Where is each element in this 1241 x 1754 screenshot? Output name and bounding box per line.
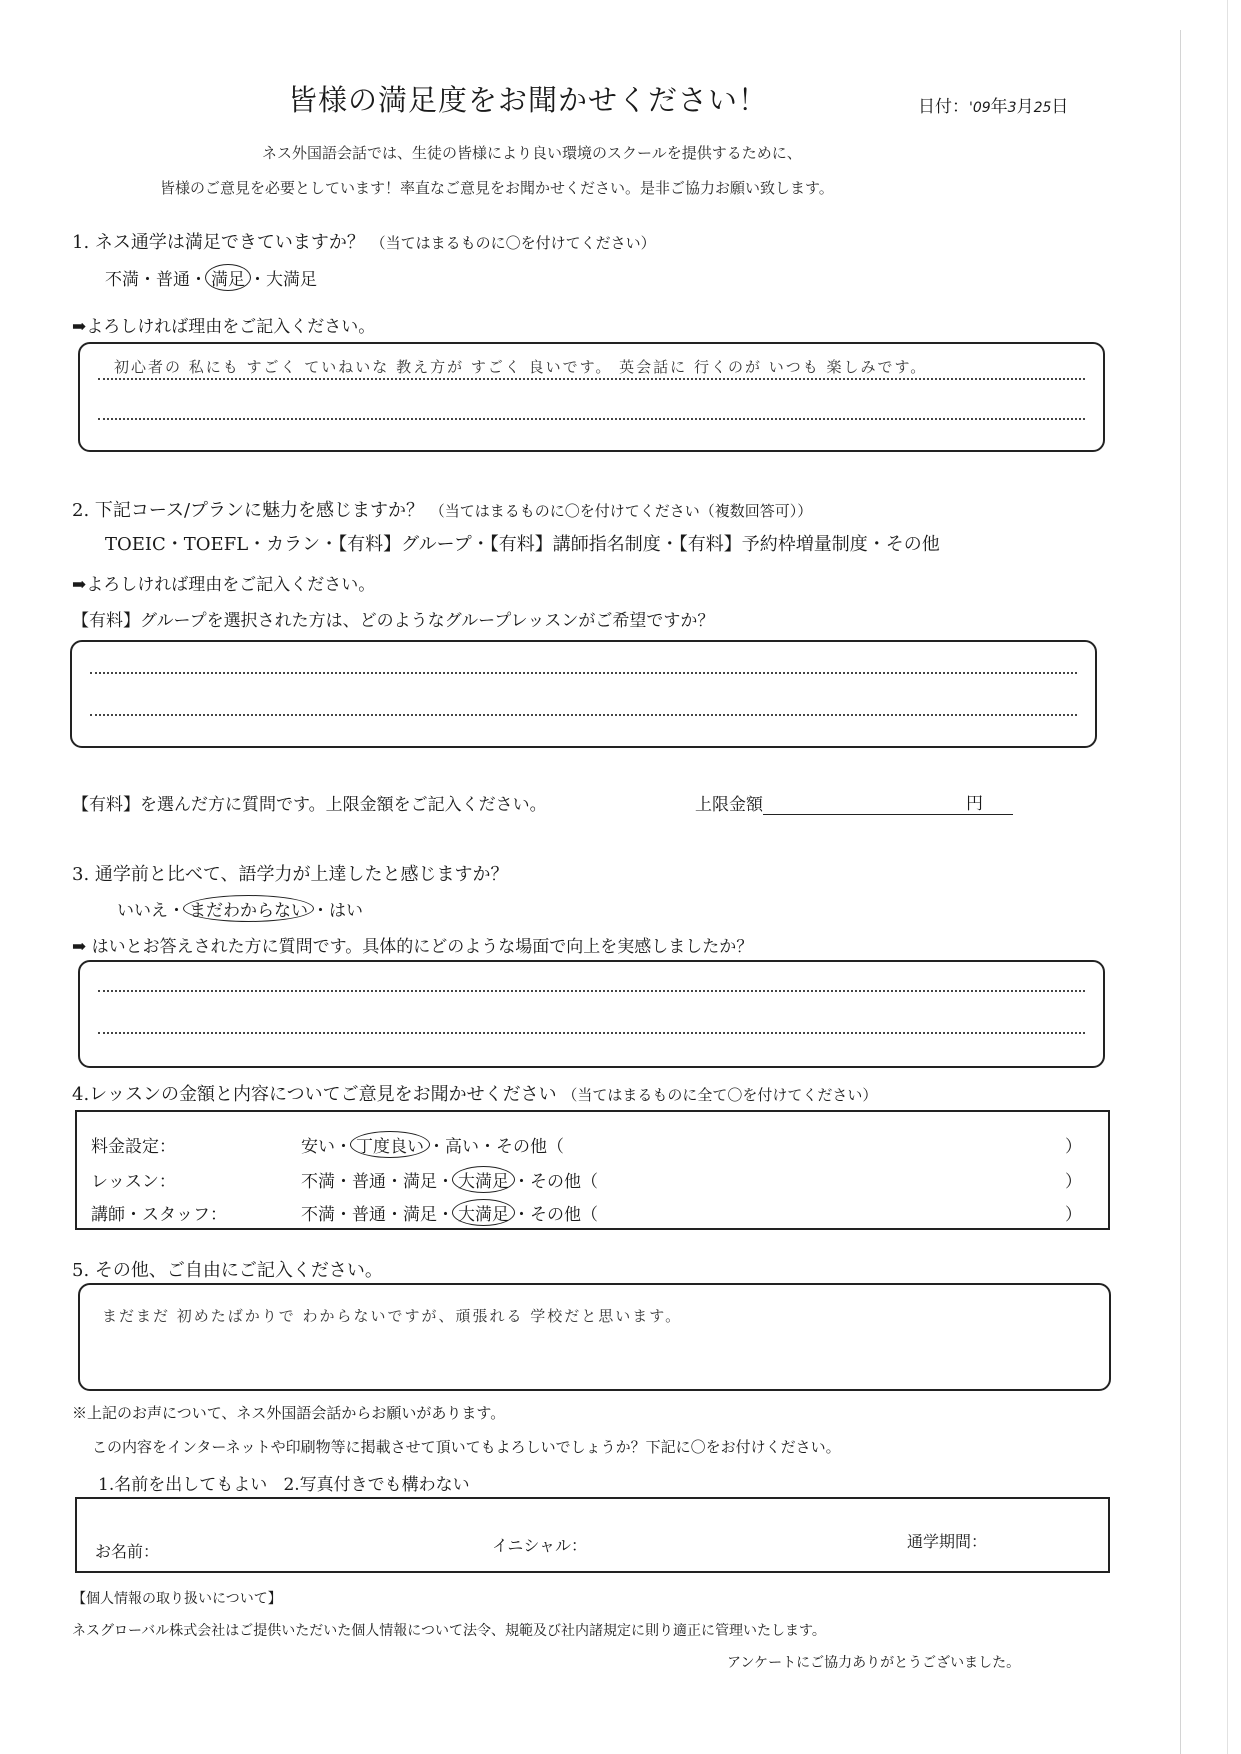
- scan-edge-line: [1180, 30, 1181, 1754]
- rating-option-selected[interactable]: 大満足: [452, 1199, 515, 1226]
- q2-options: TOEIC・TOEFL・カラン・【有料】グループ・【有料】講師指名制度・【有料】予約枠増量制度・その他: [105, 534, 940, 555]
- date-year[interactable]: '09: [969, 100, 991, 116]
- q2-option[interactable]: 【有料】講師指名制度: [489, 534, 661, 555]
- q1-question-text: 1. ネス通学は満足できていますか？: [72, 232, 365, 253]
- q3-option[interactable]: はい: [329, 901, 363, 921]
- q1-reason-prompt: ➡よろしければ理由をご記入ください。: [72, 317, 376, 337]
- q1-option-selected[interactable]: 満足: [205, 264, 251, 291]
- q1-options: [105, 265, 317, 290]
- q1-option[interactable]: 普通: [156, 270, 190, 290]
- date-field: [918, 92, 1068, 117]
- privacy-text: ネスグローバル株式会社はご提供いただいた個人情報について法令、規範及び社内諸規定に則り適正に管理いたします。: [72, 1623, 826, 1639]
- q2-option[interactable]: 【有料】グループ: [338, 534, 472, 555]
- dotted-line: [98, 990, 1085, 992]
- initial-field-label[interactable]: イニシャル：: [492, 1536, 588, 1555]
- date-year-unit: 年: [990, 97, 1008, 117]
- date-month[interactable]: 3: [1007, 100, 1017, 116]
- q3-options: いいえ・ まだわからない ・はい: [117, 896, 363, 921]
- q1-handwritten-answer: 初心者の 私にも すごく ていねいな 教え方が すごく 良いです。 英会話に 行くのが いつも 楽しみです。: [114, 358, 928, 376]
- budget-label: 上限金額: [695, 795, 763, 815]
- q2-question: [72, 496, 812, 522]
- q2-option[interactable]: TOEIC: [105, 534, 166, 555]
- consent-notice: ※上記のお声について、ネス外国語会話からお願いがあります。: [72, 1404, 506, 1422]
- consent-question: この内容をインターネットや印刷物等に掲載させて頂いてもよろしいでしょうか？下記に〇をお付けください。: [92, 1438, 841, 1456]
- rating-option[interactable]: その他（: [530, 1172, 598, 1192]
- rating-option[interactable]: 安い: [301, 1137, 335, 1157]
- q2-note: （当てはまるものに〇を付けてください（複数回答可））: [429, 502, 813, 520]
- q2-option[interactable]: 【有料】予約枠増量制度: [678, 534, 868, 555]
- rating-option-selected[interactable]: 丁度良い: [350, 1131, 430, 1158]
- rating-option[interactable]: 満足: [403, 1205, 437, 1225]
- dotted-line: [90, 714, 1077, 716]
- q3-question: 3. 通学前と比べて、語学力が上達したと感じますか？: [72, 864, 509, 885]
- dotted-line: [90, 672, 1077, 674]
- q2-option[interactable]: その他: [885, 534, 940, 555]
- q2-option[interactable]: カラン: [266, 534, 321, 555]
- scan-edge-line: [1227, 0, 1228, 1754]
- row-label: 料金設定：: [91, 1137, 176, 1157]
- row-choices: 安い・ 丁度良い ・高い・その他（: [301, 1132, 564, 1157]
- budget-input[interactable]: [763, 794, 1013, 815]
- separator: ・: [249, 270, 266, 290]
- date-month-unit: 月: [1016, 97, 1034, 117]
- consent-option-name[interactable]: 1.名前を出してもよい: [98, 1475, 268, 1495]
- thanks-message: アンケートにご協力ありがとうございました。: [727, 1655, 1021, 1671]
- intro-line-2: 皆様のご意見を必要としています！率直なご意見をお聞かせください。是非ご協力お願い致します。: [160, 179, 834, 197]
- rating-option[interactable]: 満足: [403, 1172, 437, 1192]
- rating-option[interactable]: 不満: [301, 1172, 335, 1192]
- rating-option[interactable]: 高い: [445, 1137, 479, 1157]
- paren-close: ）: [1065, 1205, 1082, 1225]
- q1-note: （当てはまるものに〇を付けてください）: [370, 234, 656, 252]
- q5-answer-box[interactable]: [78, 1283, 1111, 1391]
- q4-note: （当てはまるものに全て〇を付けてください）: [562, 1086, 878, 1104]
- privacy-heading: 【個人情報の取り扱いについて】: [72, 1591, 282, 1607]
- q2-option[interactable]: TOEFL: [183, 534, 249, 555]
- q2-group-prompt: 【有料】グループを選択された方は、どのようなグループレッスンがご希望ですか？: [72, 611, 715, 631]
- q3-answer-box[interactable]: [78, 960, 1105, 1068]
- page-title: 皆様の満足度をお聞かせください！: [288, 83, 769, 117]
- dotted-line: [98, 418, 1085, 420]
- consent-options: [98, 1470, 470, 1495]
- date-day[interactable]: 25: [1033, 100, 1052, 116]
- rating-option[interactable]: その他（: [496, 1137, 564, 1157]
- q1-option[interactable]: 不満: [105, 270, 139, 290]
- q4-question: [72, 1080, 877, 1106]
- q4-question-text: 4.レッスンの金額と内容についてご意見をお聞かせください: [72, 1084, 557, 1105]
- yen-unit: 円: [966, 794, 983, 814]
- row-choices: 不満・普通・満足・ 大満足 ・その他（: [301, 1167, 598, 1192]
- q1-answer-box[interactable]: [78, 342, 1105, 452]
- separator: ・: [139, 270, 156, 290]
- q2-question-text: 2. 下記コース/プランに魅力を感じますか？: [72, 500, 425, 521]
- q2-answer-box[interactable]: [70, 640, 1097, 748]
- dotted-line: [98, 1032, 1085, 1034]
- rating-option-selected[interactable]: 大満足: [452, 1166, 515, 1193]
- q3-option-selected[interactable]: まだわからない: [183, 895, 314, 922]
- rating-option[interactable]: 不満: [301, 1205, 335, 1225]
- q3-followup: ➡ はいとお答えされた方に質問です。具体的にどのような場面で向上を実感しましたか？: [72, 937, 754, 957]
- paren-close: ）: [1065, 1172, 1082, 1192]
- dotted-line: [98, 378, 1085, 380]
- consent-option-photo[interactable]: 2.写真付きでも構わない: [283, 1475, 470, 1495]
- q4-rating-table: [75, 1110, 1110, 1230]
- name-field-label[interactable]: お名前：: [95, 1542, 160, 1561]
- q2-budget-prompt: 【有料】を選んだ方に質問です。上限金額をご記入ください。: [72, 795, 547, 815]
- separator: ・: [190, 270, 207, 290]
- intro-line-1: ネス外国語会話では、生徒の皆様により良い環境のスクールを提供するために、: [262, 144, 802, 162]
- budget-field: [695, 790, 1013, 815]
- rating-option[interactable]: その他（: [530, 1205, 598, 1225]
- q2-reason-prompt: ➡よろしければ理由をご記入ください。: [72, 575, 376, 595]
- q5-handwritten-answer: まだまだ 初めたばかりで わからないですが、頑張れる 学校だと思います。: [102, 1307, 683, 1325]
- date-day-unit: 日: [1051, 97, 1069, 117]
- date-label: 日付：: [918, 97, 969, 117]
- row-label: レッスン：: [91, 1172, 176, 1192]
- q1-question: [72, 228, 656, 254]
- period-field-label[interactable]: 通学期間：: [907, 1532, 988, 1551]
- rating-option[interactable]: 普通: [352, 1172, 386, 1192]
- row-choices: 不満・普通・満足・ 大満足 ・その他（: [301, 1200, 598, 1225]
- student-info-box: [75, 1497, 1110, 1573]
- q3-option[interactable]: いいえ: [117, 901, 168, 921]
- q1-option[interactable]: 大満足: [266, 270, 317, 290]
- rating-option[interactable]: 普通: [352, 1205, 386, 1225]
- paren-close: ）: [1065, 1137, 1082, 1157]
- row-label: 講師・スタッフ：: [91, 1205, 227, 1225]
- q5-question: 5. その他、ご自由にご記入ください。: [72, 1260, 383, 1281]
